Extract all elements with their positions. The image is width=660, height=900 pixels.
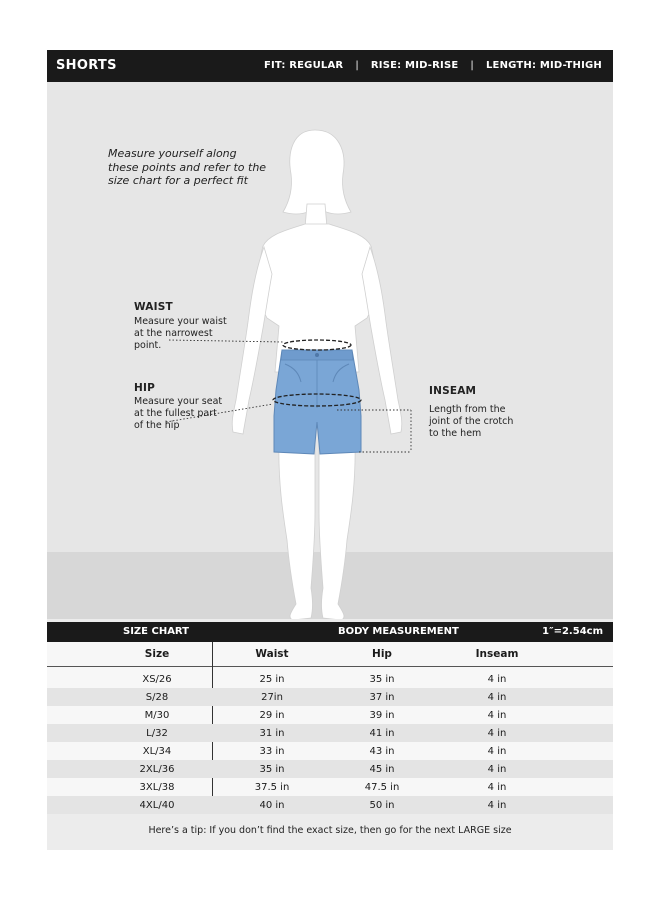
size-cell: L/32: [146, 728, 168, 739]
unit-conversion: 1″=2.54cm: [542, 626, 603, 637]
waist-cell: 40 in: [259, 800, 285, 811]
waist-description: Measure your waist at the narrowest point.: [134, 316, 227, 351]
fit-specs: [264, 60, 602, 71]
header-divider: [47, 666, 613, 667]
rise-spec: RISE: MID-RISE: [370, 60, 459, 71]
waist-cell: 25 in: [259, 674, 285, 685]
size-chart-header-bar: [47, 622, 613, 642]
body-measurement-title: BODY MEASUREMENT: [338, 626, 459, 637]
hip-cell: 35 in: [369, 674, 395, 685]
hip-cell: 45 in: [369, 764, 395, 775]
size-cell: M/30: [144, 710, 170, 721]
table-row: [47, 778, 613, 796]
hip-cell: 43 in: [369, 746, 395, 757]
size-chart-table: [47, 642, 613, 812]
table-row: [47, 688, 613, 706]
measurement-illustration: [47, 82, 613, 619]
waist-cell: 37.5 in: [254, 782, 290, 793]
separator: |: [470, 60, 474, 71]
size-cell: 2XL/36: [139, 764, 175, 775]
table-row: [47, 724, 613, 742]
inseam-cell: 4 in: [487, 782, 507, 793]
inseam-cell: 4 in: [487, 746, 507, 757]
sizing-tip: Here’s a tip: If you don’t find the exact size, then go for the next LARGE size: [148, 825, 512, 836]
hip-cell: 41 in: [369, 728, 395, 739]
column-header-hip: Hip: [372, 648, 392, 660]
product-title: SHORTS: [56, 58, 117, 73]
waist-cell: 33 in: [259, 746, 285, 757]
hip-cell: 37 in: [369, 692, 395, 703]
hip-label: HIP: [134, 382, 155, 394]
inseam-cell: 4 in: [487, 728, 507, 739]
size-cell: 3XL/38: [139, 782, 175, 793]
waist-cell: 35 in: [259, 764, 285, 775]
column-header-waist: Waist: [255, 648, 289, 660]
waist-label: WAIST: [134, 301, 173, 313]
separator: |: [355, 60, 359, 71]
size-guide-card: [47, 50, 613, 850]
inseam-cell: 4 in: [487, 692, 507, 703]
inseam-label: INSEAM: [429, 385, 477, 397]
inseam-cell: 4 in: [487, 710, 507, 721]
size-cell: 4XL/40: [139, 800, 175, 811]
hip-cell: 39 in: [369, 710, 395, 721]
inseam-cell: 4 in: [487, 674, 507, 685]
hip-cell: 47.5 in: [364, 782, 400, 793]
table-row: [47, 670, 613, 688]
hip-cell: 50 in: [369, 800, 395, 811]
shorts-illustration: [274, 350, 361, 454]
table-row: [47, 760, 613, 778]
header-bar: [47, 50, 613, 82]
inseam-description: Length from the joint of the crotch to the hem: [429, 404, 514, 439]
intro-instructions: Measure yourself along these points and refer to the size chart for a perfect fit: [108, 147, 267, 187]
size-cell: XL/34: [142, 746, 172, 757]
inseam-cell: 4 in: [487, 764, 507, 775]
column-header-inseam: Inseam: [475, 648, 519, 660]
fit-spec: FIT: REGULAR: [263, 60, 344, 71]
table-row: [47, 796, 613, 814]
length-spec: LENGTH: MID-THIGH: [485, 60, 602, 71]
hip-description: Measure your seat at the fullest part of the hip: [134, 396, 223, 431]
size-chart-title: SIZE CHART: [123, 626, 190, 637]
waist-cell: 27in: [261, 692, 283, 703]
table-row: [47, 706, 613, 724]
table-row: [47, 742, 613, 760]
column-header-size: Size: [144, 648, 170, 660]
size-cell: XS/26: [142, 674, 172, 685]
waist-cell: 29 in: [259, 710, 285, 721]
size-cell: S/28: [145, 692, 169, 703]
waist-cell: 31 in: [259, 728, 285, 739]
inseam-cell: 4 in: [487, 800, 507, 811]
